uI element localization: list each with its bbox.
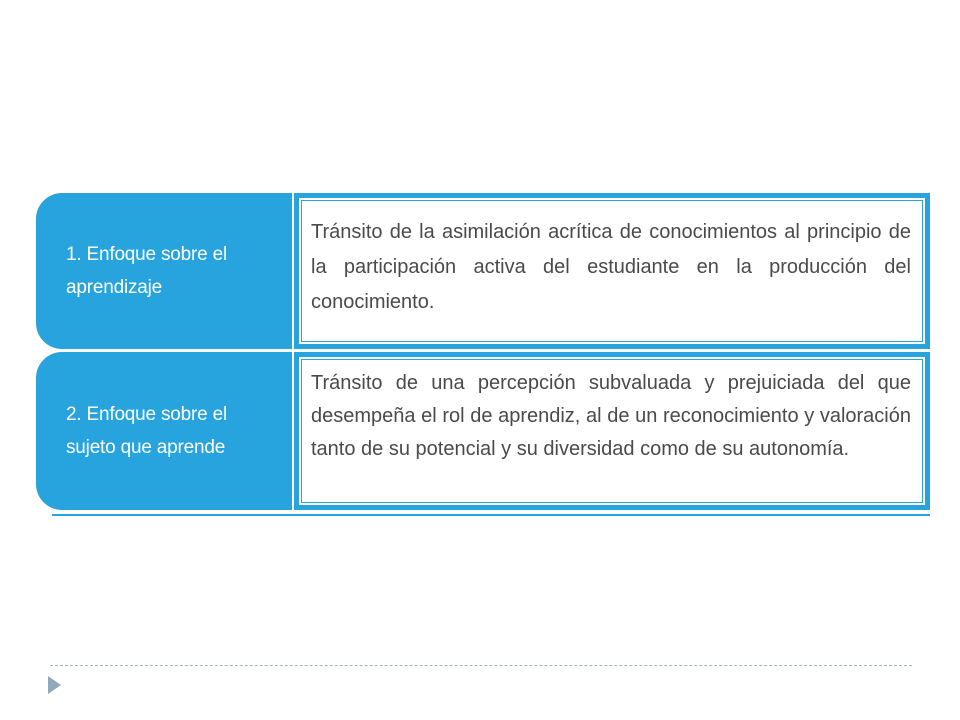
row-content-box: [294, 352, 930, 510]
row-content-text: Tránsito de una percepción subvaluada y prejuiciada del que desempeña el rol de aprendiz, al de un reconocimiento y valoración tanto de su potencial y su diversidad como de su autonomía.: [311, 372, 911, 460]
row-content-text: Tránsito de la asimilación acrítica de conocimientos al principio de la participación activa del estudiante en la producción del conocimiento.: [311, 221, 911, 313]
row-label-tab: [36, 193, 292, 349]
table-row-learner-focus: [36, 352, 930, 510]
row-label: 2. Enfoque sobre el sujeto que aprende: [66, 404, 227, 458]
footer-divider: [50, 665, 912, 666]
row-content-box: [294, 193, 930, 349]
triangle-right-icon: [48, 676, 61, 694]
row-label: 1. Enfoque sobre el aprendizaje: [66, 244, 227, 298]
row-label-tab: [36, 352, 292, 510]
table-row-learning-focus: [36, 193, 930, 349]
table-bottom-border: [52, 514, 930, 516]
